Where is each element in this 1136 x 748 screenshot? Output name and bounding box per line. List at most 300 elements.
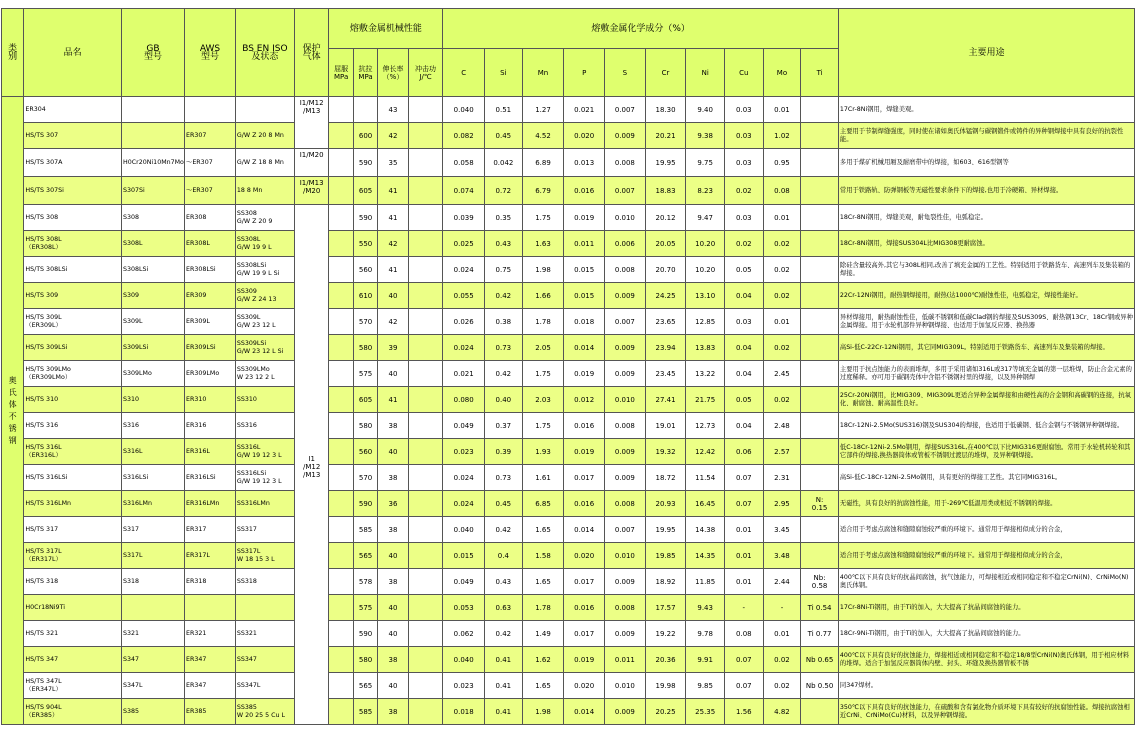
table-row [2,309,1135,335]
cell-name: HS/TS 309LSi [24,335,122,361]
cell-c: 0.055 [443,283,485,309]
cell-aws [185,595,236,621]
cell-gb: S316LSi [121,465,184,491]
cell-ys [329,361,353,387]
cell-si: 0.73 [485,335,523,361]
cell-mn: 1.78 [522,595,564,621]
cell-gb [121,595,184,621]
cell-gb: S347 [121,647,184,673]
cell-ni: 21.75 [686,387,725,413]
cell-s: 0.006 [605,231,646,257]
cell-mn: 6.79 [522,177,564,205]
table-row [2,361,1135,387]
cell-imp [408,491,443,517]
cell-mo: 0.01 [763,309,801,335]
cell-ys [329,283,353,309]
cell-bs [235,97,294,123]
cell-c: 0.024 [443,335,485,361]
cell-mo: 2.44 [763,569,801,595]
col-protect: 保护 气体 [294,9,329,97]
cell-p: 0.020 [564,673,605,699]
cell-cr: 20.21 [645,123,686,149]
cell-aws: ER307 [185,123,236,149]
cell-el: 38 [378,699,409,725]
cell-ti [801,543,839,569]
table-row [2,387,1135,413]
cell-ni: 13.10 [686,283,725,309]
cell-bs: 18 8 Mn [235,177,294,205]
cell-cu: 0.08 [725,621,764,647]
cell-ti: Nb 0.65 [801,647,839,673]
cell-usage: 常用于铁路轨、防弹钢板等无磁性要求条件下的焊接,也用于冷硬箱、异材焊接。 [838,177,1134,205]
cell-ti: Nb 0.50 [801,673,839,699]
cell-p: 0.014 [564,517,605,543]
cell-c: 0.058 [443,149,485,177]
cell-ts: 560 [353,439,377,465]
cell-ts [353,97,377,123]
cell-aws: ER316LMn [185,491,236,517]
cell-mo: - [763,595,801,621]
cell-el: 40 [378,439,409,465]
cell-p: 0.017 [564,465,605,491]
cell-imp [408,699,443,725]
cell-ni: 8.23 [686,177,725,205]
table-row [2,149,1135,177]
cell-cr: 18.83 [645,177,686,205]
cell-name: HS/TS 317 [24,517,122,543]
cell-bs: SS385 W 20 25 5 Cu L [235,699,294,725]
cell-s: 0.008 [605,149,646,177]
cell-p: 0.016 [564,491,605,517]
cell-c: 0.024 [443,465,485,491]
cell-ni: 9.78 [686,621,725,647]
cell-p: 0.019 [564,361,605,387]
cell-ni: 9.75 [686,149,725,177]
cell-imp [408,647,443,673]
cell-usage: 18Cr-9Ni-Ti钢用，由于Ti的加入，大大提高了抗晶间腐蚀的能力。 [838,621,1134,647]
col-bs: BS EN ISO 及状态 [235,9,294,97]
cell-ti [801,97,839,123]
cell-mo: 0.02 [763,673,801,699]
cell-si: 0.45 [485,491,523,517]
table-row [2,699,1135,725]
cell-aws: ER308L [185,231,236,257]
cell-name: HS/TS 318 [24,569,122,595]
cell-p: 0.013 [564,149,605,177]
cell-usage: 异材焊接用，耐热耐蚀性佳，低碳不锈钢和低碳Clad钢的焊接及SUS309S、耐热钢13Cr、18Cr钢或异种金属焊接。用于水轮机部件异种钢焊接、也适用于加氢反应器、换热器 [838,309,1134,335]
cell-cr: 19.95 [645,149,686,177]
cell-imp [408,257,443,283]
cell-usage: 主要用于节制焊缝强度，同时使在诸如奥氏体锰钢与碳钢锻件或铸件的异种钢焊接中具有良好的抗裂性能。 [838,123,1134,149]
cell-c: 0.024 [443,257,485,283]
table-row [2,439,1135,465]
cell-ti [801,465,839,491]
cell-name: HS/TS 307 [24,123,122,149]
chem-col-4: S [605,49,646,97]
cell-name: HS/TS 316 [24,413,122,439]
cell-cu: 0.07 [725,647,764,673]
cell-ni: 9.40 [686,97,725,123]
cell-ts: 560 [353,257,377,283]
cell-ni: 13.22 [686,361,725,387]
cell-el: 40 [378,543,409,569]
cell-imp [408,335,443,361]
cell-name: HS/TS 308 [24,205,122,231]
cell-el: 35 [378,149,409,177]
cell-mo: 0.08 [763,177,801,205]
cell-si: 0.42 [485,283,523,309]
cell-si: 0.75 [485,257,523,283]
cell-p: 0.017 [564,569,605,595]
cell-aws: ER385 [185,699,236,725]
cell-usage: 22Cr-12Ni钢用，耐热钢焊接用，耐热(达1000℃)耐蚀性佳，电弧稳定，焊接性能好。 [838,283,1134,309]
cell-bs: SS308LSi G/W 19 9 L Si [235,257,294,283]
cell-p: 0.015 [564,283,605,309]
cell-imp [408,673,443,699]
cell-c: 0.049 [443,569,485,595]
cell-name: HS/TS 307A [24,149,122,177]
cell-usage: 主要用于抗点蚀能力的表面堆焊，多用于采用诸如316L或317等填充金属的第一层堆焊，防止合金元素的过度稀释。亦可用于碳钢壳体中含铝不锈钢衬里的焊接，以及异种钢焊 [838,361,1134,387]
cell-el: 38 [378,517,409,543]
cell-cu: 0.03 [725,309,764,335]
cell-ys [329,699,353,725]
cell-ti [801,177,839,205]
cell-ys [329,123,353,149]
table-row [2,517,1135,543]
cell-bs: SS347 [235,647,294,673]
cell-usage: 除硅含量较高外,其它与308L相同,改善了填充金属的工艺性。特别适用于铁路货车、高速列车及集装箱的焊接。 [838,257,1134,283]
cell-c: 0.023 [443,673,485,699]
cell-mo: 2.48 [763,413,801,439]
cell-gb: H0Cr20Ni10Mn7Mo [121,149,184,177]
cell-usage: 低C-18Cr-12Ni-2.5Mo钢用，焊接SUS316L,在400℃以下比MIG316更耐腐蚀。常用于水轮机转轮和其它部件的焊接,换热器筒体或管板不锈钢过渡层的堆焊，及异种钢焊接。 [838,439,1134,465]
cell-protect: I1 /M12 /M13 [294,205,329,725]
cell-mo: 3.48 [763,543,801,569]
cell-bs: SS321 [235,621,294,647]
cell-ys [329,335,353,361]
cell-ys [329,543,353,569]
table-row [2,283,1135,309]
table-row [2,673,1135,699]
cell-si: 0.51 [485,97,523,123]
cell-cu: 0.01 [725,517,764,543]
cell-ys [329,647,353,673]
cell-gb: S310 [121,387,184,413]
cell-si: 0.41 [485,647,523,673]
cell-ti [801,335,839,361]
table-row [2,97,1135,123]
cell-usage: 350℃以下具有良好的抗蚀能力，在硫酸和含有氯化物介质环境下具有较好的抗腐蚀性能。焊接抗腐蚀相近CrNi、CrNiMo(Cu)材料，以及异种钢焊接。 [838,699,1134,725]
cell-gb: S308LSi [121,257,184,283]
cell-mo: 3.45 [763,517,801,543]
cell-aws: ～ER307 [185,177,236,205]
cell-cr: 19.32 [645,439,686,465]
cell-ti [801,149,839,177]
cell-ts: 590 [353,491,377,517]
table-row [2,569,1135,595]
cell-imp [408,123,443,149]
cell-si: 0.35 [485,205,523,231]
cell-ni: 11.54 [686,465,725,491]
cell-el: 42 [378,123,409,149]
chem-col-1: Si [485,49,523,97]
cell-bs: SS309 G/W Z 24 13 [235,283,294,309]
cell-ys [329,621,353,647]
cell-imp [408,231,443,257]
cell-c: 0.021 [443,361,485,387]
cell-mn: 1.78 [522,309,564,335]
cell-cu: 0.01 [725,543,764,569]
cell-c: 0.049 [443,413,485,439]
cell-name: HS/TS 308LSi [24,257,122,283]
cell-mo: 2.57 [763,439,801,465]
cell-aws: ER316L [185,439,236,465]
cell-s: 0.009 [605,439,646,465]
cell-gb: S316 [121,413,184,439]
cell-imp [408,439,443,465]
cell-cu: 0.07 [725,673,764,699]
cell-mo: 0.95 [763,149,801,177]
cell-mo: 0.02 [763,335,801,361]
cell-aws: ER321 [185,621,236,647]
cell-c: 0.018 [443,699,485,725]
cell-ni: 9.85 [686,673,725,699]
cell-name: HS/TS 904L （ER385） [24,699,122,725]
cell-cr: 19.85 [645,543,686,569]
table-row [2,231,1135,257]
cell-usage: 18Cr-12Ni-2.5Mo(SUS316)钢及SUS304的焊接，也适用于低碳钢、低合金钢与不锈钢异种钢焊接。 [838,413,1134,439]
cell-el: 43 [378,97,409,123]
cell-ys [329,517,353,543]
cell-p: 0.017 [564,621,605,647]
cell-name: HS/TS 316L （ER316L） [24,439,122,465]
cell-s: 0.007 [605,97,646,123]
cell-el: 38 [378,647,409,673]
cell-ts: 565 [353,673,377,699]
cell-mn: 1.98 [522,699,564,725]
cell-mo: 2.45 [763,361,801,387]
cell-aws: ER347 [185,647,236,673]
cell-c: 0.053 [443,595,485,621]
cell-cr: 27.41 [645,387,686,413]
cell-cu: 0.03 [725,123,764,149]
cell-ti: Ti 0.77 [801,621,839,647]
cell-gb: S317 [121,517,184,543]
cell-ts: 570 [353,465,377,491]
cell-mo: 0.02 [763,257,801,283]
cell-c: 0.023 [443,439,485,465]
cell-ni: 9.38 [686,123,725,149]
cell-ni: 16.45 [686,491,725,517]
cell-mn: 1.66 [522,283,564,309]
group-mech: 熔敷金属机械性能 [329,9,443,49]
cell-mn: 1.75 [522,413,564,439]
cell-ni: 13.83 [686,335,725,361]
cell-s: 0.009 [605,699,646,725]
cell-gb [121,97,184,123]
cell-mo: 0.01 [763,205,801,231]
cell-aws: ER309LSi [185,335,236,361]
cell-name: HS/TS 316LSi [24,465,122,491]
cell-ts: 580 [353,335,377,361]
cell-cr: 19.01 [645,413,686,439]
chem-col-0: C [443,49,485,97]
cell-ti [801,413,839,439]
cell-ts: 600 [353,123,377,149]
cell-aws: ER317 [185,517,236,543]
cell-ts: 610 [353,283,377,309]
cell-ts: 578 [353,569,377,595]
cell-ts: 585 [353,517,377,543]
cell-ts: 570 [353,309,377,335]
cell-si: 0.43 [485,569,523,595]
cell-gb: S309LMo [121,361,184,387]
cell-cr: 23.94 [645,335,686,361]
cell-gb: S321 [121,621,184,647]
cell-bs: SS309L G/W 23 12 L [235,309,294,335]
cell-mn: 6.89 [522,149,564,177]
cell-mo: 0.02 [763,387,801,413]
cell-ti [801,205,839,231]
table-row [2,177,1135,205]
cell-ni: 12.73 [686,413,725,439]
cell-usage: 17Cr-8Ni-Ti钢用，由于Ti的加入，大大提高了抗晶间腐蚀的能力。 [838,595,1134,621]
cell-cr: 20.05 [645,231,686,257]
col-name: 品名 [24,9,122,97]
cell-p: 0.021 [564,97,605,123]
cell-s: 0.008 [605,257,646,283]
cell-mn: 2.05 [522,335,564,361]
cell-ti: N: 0.15 [801,491,839,517]
cell-cu: - [725,595,764,621]
cell-ys [329,569,353,595]
cell-ys [329,309,353,335]
cell-ti: Ti 0.54 [801,595,839,621]
cell-gb: S317L [121,543,184,569]
cell-mn: 1.65 [522,517,564,543]
cell-ts: 590 [353,149,377,177]
cell-imp [408,595,443,621]
cell-cr: 24.25 [645,283,686,309]
cell-usage: 高Si-低C-18Cr-12Ni-2.5Mo钢用，具有更好的焊接工艺性。其它同MIG316L。 [838,465,1134,491]
cell-aws: ER308 [185,205,236,231]
cell-si: 0.41 [485,699,523,725]
cell-gb: S318 [121,569,184,595]
cell-mn: 4.52 [522,123,564,149]
cell-cu: 0.01 [725,569,764,595]
cell-aws: ER317L [185,543,236,569]
cell-cr: 20.36 [645,647,686,673]
cell-usage: 多用于煤矿机械用厢及耐磨带中的焊接，如603、616型钢等 [838,149,1134,177]
cell-ni: 10.20 [686,257,725,283]
cell-s: 0.008 [605,595,646,621]
cell-cr: 20.93 [645,491,686,517]
cell-bs [235,595,294,621]
cell-mn: 1.98 [522,257,564,283]
table-row [2,465,1135,491]
cell-aws: ER309L [185,309,236,335]
cell-ys [329,673,353,699]
cell-c: 0.015 [443,543,485,569]
cell-bs: SS316LSi G/W 19 12 3 L [235,465,294,491]
cell-el: 41 [378,177,409,205]
cell-mn: 6.85 [522,491,564,517]
cell-aws: ER318 [185,569,236,595]
cell-ti [801,361,839,387]
cell-imp [408,569,443,595]
cell-gb [121,123,184,149]
cell-si: 0.38 [485,309,523,335]
cell-ti [801,439,839,465]
cell-name: HS/TS 316LMn [24,491,122,517]
cell-gb: S347L [121,673,184,699]
cell-aws: ER309 [185,283,236,309]
cell-mo: 0.01 [763,97,801,123]
cell-ti [801,123,839,149]
cell-imp [408,97,443,123]
cell-bs: SS316 [235,413,294,439]
cell-p: 0.016 [564,177,605,205]
cell-si: 0.42 [485,361,523,387]
cell-c: 0.026 [443,309,485,335]
cell-s: 0.010 [605,205,646,231]
table-row [2,123,1135,149]
cell-mn: 1.93 [522,439,564,465]
cell-si: 0.42 [485,517,523,543]
cell-usage: 18Cr-8Ni钢用，焊接SUS304L比MIG308更耐腐蚀。 [838,231,1134,257]
cell-ni: 14.35 [686,543,725,569]
cell-ys [329,595,353,621]
cell-cu: 0.02 [725,231,764,257]
cell-name: HS/TS 321 [24,621,122,647]
cell-ts: 605 [353,177,377,205]
cell-protect: I1/M20 [294,149,329,177]
cell-s: 0.007 [605,517,646,543]
cell-mn: 1.62 [522,647,564,673]
cell-p: 0.016 [564,413,605,439]
cell-ys [329,149,353,177]
cell-c: 0.025 [443,231,485,257]
cell-s: 0.007 [605,309,646,335]
cell-cu: 0.03 [725,97,764,123]
table-row [2,621,1135,647]
cell-ts: 590 [353,621,377,647]
cell-s: 0.010 [605,543,646,569]
cell-p: 0.015 [564,257,605,283]
cell-ys [329,439,353,465]
cell-cu: 1.56 [725,699,764,725]
cell-imp [408,361,443,387]
cell-ts: 585 [353,699,377,725]
cell-name: HS/TS 307Si [24,177,122,205]
cell-el: 38 [378,413,409,439]
cell-el: 41 [378,257,409,283]
cell-name: HS/TS 309 [24,283,122,309]
product-spec-table [1,8,1135,725]
cell-gb: S307Si [121,177,184,205]
chem-col-3: P [564,49,605,97]
cell-el: 38 [378,465,409,491]
cell-ts: 580 [353,413,377,439]
cell-p: 0.014 [564,335,605,361]
chem-col-2: Mn [522,49,564,97]
cell-usage: 无磁性，具有良好的抗腐蚀性能，用于-269℃低温用类或相近不锈钢的焊接。 [838,491,1134,517]
cell-usage: 适合用于考虑点腐蚀和缝隙腐蚀较严重的环境下。通常用于焊接相似成分的合金， [838,517,1134,543]
cell-usage: 25Cr-20Ni钢用，比MIG309、MIG309L更适合异种金属焊接和由硬性高的合金钢和高碳钢的连接，抗氧化、耐腐蚀、耐高温性良好。 [838,387,1134,413]
cell-c: 0.074 [443,177,485,205]
cell-name: HS/TS 309LMo （ER309LMo） [24,361,122,387]
cell-protect: I1/M13 /M20 [294,177,329,205]
